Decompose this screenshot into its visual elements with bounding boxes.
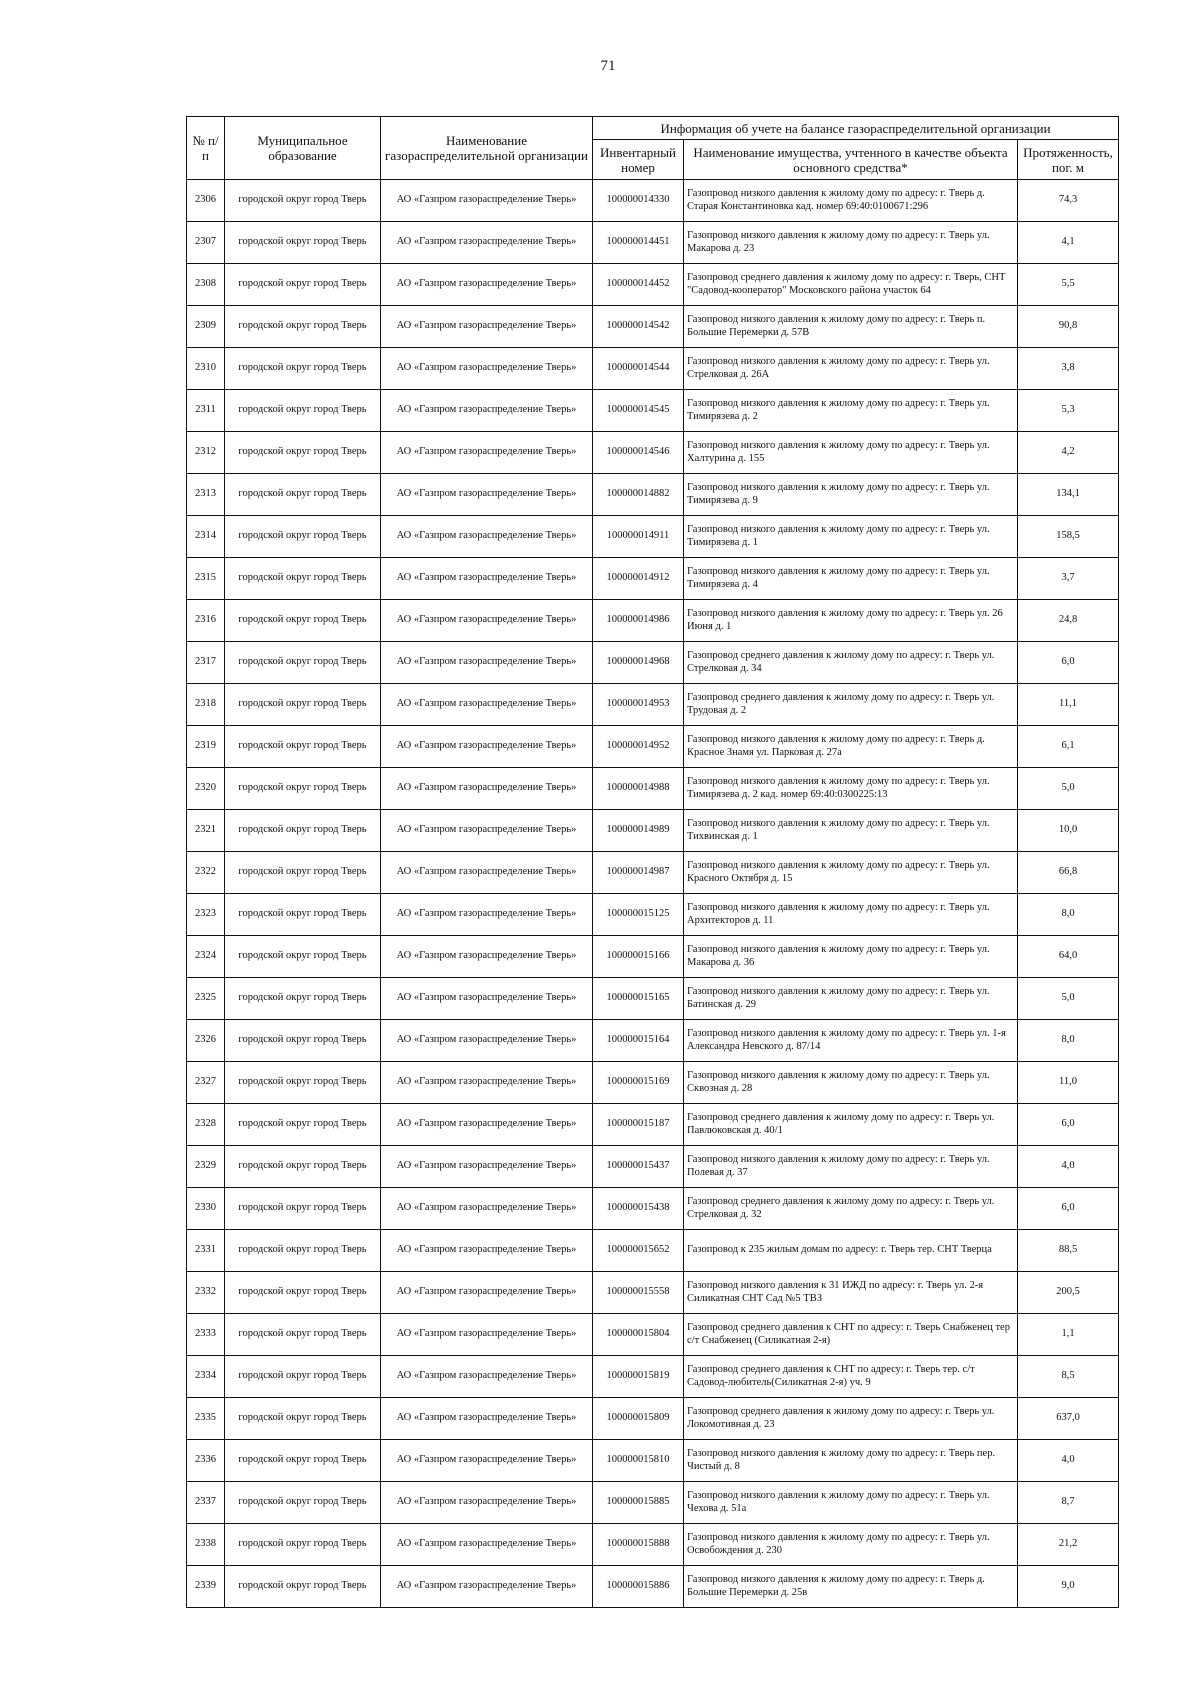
row-inventory-number: 100000014912 bbox=[593, 558, 684, 600]
row-length: 66,8 bbox=[1018, 852, 1119, 894]
table-row bbox=[187, 684, 1119, 726]
row-organization: АО «Газпром газораспределение Тверь» bbox=[381, 264, 593, 306]
row-length: 3,7 bbox=[1018, 558, 1119, 600]
row-inventory-number: 100000014953 bbox=[593, 684, 684, 726]
row-property-name: Газопровод низкого давления к жилому дому по адресу: г. Тверь д. Большие Перемерки д. 25в bbox=[684, 1566, 1018, 1608]
row-municipality: городской округ город Тверь bbox=[225, 1524, 381, 1566]
row-property-name: Газопровод низкого давления к жилому дому по адресу: г. Тверь ул. Тимирязева д. 4 bbox=[684, 558, 1018, 600]
header-length: Протяженность, пог. м bbox=[1018, 140, 1119, 180]
row-organization: АО «Газпром газораспределение Тверь» bbox=[381, 852, 593, 894]
row-organization: АО «Газпром газораспределение Тверь» bbox=[381, 1104, 593, 1146]
row-municipality: городской округ город Тверь bbox=[225, 306, 381, 348]
table-row bbox=[187, 936, 1119, 978]
header-municipality: Муниципальное образование bbox=[225, 117, 381, 180]
table-header bbox=[187, 117, 1119, 180]
row-municipality: городской округ город Тверь bbox=[225, 1314, 381, 1356]
row-number: 2319 bbox=[187, 726, 225, 768]
row-property-name: Газопровод низкого давления к жилому дому по адресу: г. Тверь ул. Тимирязева д. 9 bbox=[684, 474, 1018, 516]
row-organization: АО «Газпром газораспределение Тверь» bbox=[381, 1188, 593, 1230]
table-row bbox=[187, 1020, 1119, 1062]
row-length: 637,0 bbox=[1018, 1398, 1119, 1440]
row-inventory-number: 100000015809 bbox=[593, 1398, 684, 1440]
row-municipality: городской округ город Тверь bbox=[225, 978, 381, 1020]
row-organization: АО «Газпром газораспределение Тверь» bbox=[381, 1398, 593, 1440]
row-municipality: городской округ город Тверь bbox=[225, 1104, 381, 1146]
table-row bbox=[187, 1146, 1119, 1188]
row-number: 2326 bbox=[187, 1020, 225, 1062]
row-length: 88,5 bbox=[1018, 1230, 1119, 1272]
row-inventory-number: 100000014882 bbox=[593, 474, 684, 516]
row-number: 2331 bbox=[187, 1230, 225, 1272]
row-length: 4,1 bbox=[1018, 222, 1119, 264]
row-inventory-number: 100000014542 bbox=[593, 306, 684, 348]
row-length: 8,0 bbox=[1018, 1020, 1119, 1062]
row-inventory-number: 100000015165 bbox=[593, 978, 684, 1020]
row-number: 2339 bbox=[187, 1566, 225, 1608]
table-row bbox=[187, 1524, 1119, 1566]
row-property-name: Газопровод низкого давления к жилому дому по адресу: г. Тверь пер. Чистый д. 8 bbox=[684, 1440, 1018, 1482]
row-property-name: Газопровод низкого давления к жилому дому по адресу: г. Тверь ул. Макарова д. 23 bbox=[684, 222, 1018, 264]
row-inventory-number: 100000014546 bbox=[593, 432, 684, 474]
row-organization: АО «Газпром газораспределение Тверь» bbox=[381, 390, 593, 432]
row-inventory-number: 100000014330 bbox=[593, 180, 684, 222]
row-municipality: городской округ город Тверь bbox=[225, 264, 381, 306]
row-property-name: Газопровод среднего давления к СНТ по адресу: г. Тверь Снабженец тер с/т Снабженец (Силикатная 2-я) bbox=[684, 1314, 1018, 1356]
row-municipality: городской округ город Тверь bbox=[225, 432, 381, 474]
row-length: 21,2 bbox=[1018, 1524, 1119, 1566]
row-municipality: городской округ город Тверь bbox=[225, 726, 381, 768]
row-municipality: городской округ город Тверь bbox=[225, 1356, 381, 1398]
row-property-name: Газопровод низкого давления к жилому дому по адресу: г. Тверь ул. Архитекторов д. 11 bbox=[684, 894, 1018, 936]
row-municipality: городской округ город Тверь bbox=[225, 1398, 381, 1440]
table-row bbox=[187, 348, 1119, 390]
row-number: 2328 bbox=[187, 1104, 225, 1146]
row-municipality: городской округ город Тверь bbox=[225, 810, 381, 852]
row-organization: АО «Газпром газораспределение Тверь» bbox=[381, 180, 593, 222]
table-row bbox=[187, 264, 1119, 306]
row-property-name: Газопровод среднего давления к СНТ по адресу: г. Тверь тер. с/т Садовод-любитель(Силикатная 2-я) уч. 9 bbox=[684, 1356, 1018, 1398]
row-property-name: Газопровод низкого давления к жилому дому по адресу: г. Тверь ул. Стрелковая д. 26А bbox=[684, 348, 1018, 390]
row-property-name: Газопровод низкого давления к жилому дому по адресу: г. Тверь ул. Тимирязева д. 2 bbox=[684, 390, 1018, 432]
row-length: 200,5 bbox=[1018, 1272, 1119, 1314]
row-municipality: городской округ город Тверь bbox=[225, 180, 381, 222]
row-organization: АО «Газпром газораспределение Тверь» bbox=[381, 432, 593, 474]
row-property-name: Газопровод низкого давления к жилому дому по адресу: г. Тверь ул. Тихвинская д. 1 bbox=[684, 810, 1018, 852]
row-inventory-number: 100000015810 bbox=[593, 1440, 684, 1482]
row-property-name: Газопровод среднего давления к жилому дому по адресу: г. Тверь ул. Локомотивная д. 23 bbox=[684, 1398, 1018, 1440]
table-row bbox=[187, 432, 1119, 474]
row-length: 6,0 bbox=[1018, 642, 1119, 684]
page-number: 71 bbox=[600, 58, 616, 74]
row-organization: АО «Газпром газораспределение Тверь» bbox=[381, 894, 593, 936]
row-inventory-number: 100000015438 bbox=[593, 1188, 684, 1230]
row-inventory-number: 100000014968 bbox=[593, 642, 684, 684]
row-organization: АО «Газпром газораспределение Тверь» bbox=[381, 474, 593, 516]
row-length: 9,0 bbox=[1018, 1566, 1119, 1608]
row-length: 8,7 bbox=[1018, 1482, 1119, 1524]
row-property-name: Газопровод низкого давления к жилому дому по адресу: г. Тверь ул. 26 Июня д. 1 bbox=[684, 600, 1018, 642]
row-property-name: Газопровод низкого давления к жилому дому по адресу: г. Тверь п. Большие Перемерки д. 57В bbox=[684, 306, 1018, 348]
row-length: 6,0 bbox=[1018, 1188, 1119, 1230]
row-municipality: городской округ город Тверь bbox=[225, 852, 381, 894]
row-municipality: городской округ город Тверь bbox=[225, 642, 381, 684]
row-number: 2317 bbox=[187, 642, 225, 684]
row-length: 3,8 bbox=[1018, 348, 1119, 390]
row-municipality: городской округ город Тверь bbox=[225, 516, 381, 558]
row-length: 74,3 bbox=[1018, 180, 1119, 222]
row-municipality: городской округ город Тверь bbox=[225, 390, 381, 432]
row-property-name: Газопровод среднего давления к жилому дому по адресу: г. Тверь ул. Павлюковская д. 40/1 bbox=[684, 1104, 1018, 1146]
row-property-name: Газопровод среднего давления к жилому дому по адресу: г. Тверь ул. Стрелковая д. 34 bbox=[684, 642, 1018, 684]
row-inventory-number: 100000015652 bbox=[593, 1230, 684, 1272]
row-municipality: городской округ город Тверь bbox=[225, 558, 381, 600]
row-length: 11,1 bbox=[1018, 684, 1119, 726]
row-number: 2338 bbox=[187, 1524, 225, 1566]
row-property-name: Газопровод низкого давления к жилому дому по адресу: г. Тверь ул. 1-я Александра Невского д. 87/14 bbox=[684, 1020, 1018, 1062]
row-length: 24,8 bbox=[1018, 600, 1119, 642]
row-number: 2308 bbox=[187, 264, 225, 306]
table-row bbox=[187, 642, 1119, 684]
table-row bbox=[187, 600, 1119, 642]
row-number: 2310 bbox=[187, 348, 225, 390]
row-property-name: Газопровод низкого давления к жилому дому по адресу: г. Тверь д. Красное Знамя ул. Парковая д. 27а bbox=[684, 726, 1018, 768]
row-property-name: Газопровод низкого давления к 31 ИЖД по адресу: г. Тверь ул. 2-я Силикатная СНТ Сад №5 ТВЗ bbox=[684, 1272, 1018, 1314]
table-row bbox=[187, 978, 1119, 1020]
row-inventory-number: 100000015125 bbox=[593, 894, 684, 936]
row-number: 2334 bbox=[187, 1356, 225, 1398]
header-inventory: Инвентарный номер bbox=[593, 140, 684, 180]
row-organization: АО «Газпром газораспределение Тверь» bbox=[381, 600, 593, 642]
row-inventory-number: 100000015169 bbox=[593, 1062, 684, 1104]
row-property-name: Газопровод низкого давления к жилому дому по адресу: г. Тверь ул. Халтурина д. 155 bbox=[684, 432, 1018, 474]
row-organization: АО «Газпром газораспределение Тверь» bbox=[381, 558, 593, 600]
row-number: 2318 bbox=[187, 684, 225, 726]
row-number: 2311 bbox=[187, 390, 225, 432]
table-row bbox=[187, 474, 1119, 516]
row-length: 90,8 bbox=[1018, 306, 1119, 348]
row-length: 5,3 bbox=[1018, 390, 1119, 432]
row-property-name: Газопровод низкого давления к жилому дому по адресу: г. Тверь д. Старая Константиновка кад. номер 69:40:0100671:296 bbox=[684, 180, 1018, 222]
row-length: 5,0 bbox=[1018, 768, 1119, 810]
row-property-name: Газопровод низкого давления к жилому дому по адресу: г. Тверь ул. Освобождения д. 230 bbox=[684, 1524, 1018, 1566]
row-property-name: Газопровод низкого давления к жилому дому по адресу: г. Тверь ул. Сквозная д. 28 bbox=[684, 1062, 1018, 1104]
row-property-name: Газопровод низкого давления к жилому дому по адресу: г. Тверь ул. Тимирязева д. 2 кад. номер 69:40:0300225:13 bbox=[684, 768, 1018, 810]
table-row bbox=[187, 306, 1119, 348]
row-inventory-number: 100000014987 bbox=[593, 852, 684, 894]
table-row bbox=[187, 1440, 1119, 1482]
row-number: 2306 bbox=[187, 180, 225, 222]
row-length: 6,1 bbox=[1018, 726, 1119, 768]
row-length: 10,0 bbox=[1018, 810, 1119, 852]
row-number: 2330 bbox=[187, 1188, 225, 1230]
gas-pipeline-register-table bbox=[186, 116, 1119, 1608]
row-property-name: Газопровод низкого давления к жилому дому по адресу: г. Тверь ул. Красного Октября д. 15 bbox=[684, 852, 1018, 894]
row-number: 2315 bbox=[187, 558, 225, 600]
row-property-name: Газопровод низкого давления к жилому дому по адресу: г. Тверь ул. Батинская д. 29 bbox=[684, 978, 1018, 1020]
row-inventory-number: 100000014452 bbox=[593, 264, 684, 306]
row-organization: АО «Газпром газораспределение Тверь» bbox=[381, 810, 593, 852]
table-row bbox=[187, 1230, 1119, 1272]
table-row bbox=[187, 726, 1119, 768]
row-number: 2332 bbox=[187, 1272, 225, 1314]
row-inventory-number: 100000014544 bbox=[593, 348, 684, 390]
row-organization: АО «Газпром газораспределение Тверь» bbox=[381, 1146, 593, 1188]
row-municipality: городской округ город Тверь bbox=[225, 222, 381, 264]
row-municipality: городской округ город Тверь bbox=[225, 1230, 381, 1272]
row-number: 2313 bbox=[187, 474, 225, 516]
row-organization: АО «Газпром газораспределение Тверь» bbox=[381, 936, 593, 978]
row-number: 2314 bbox=[187, 516, 225, 558]
row-organization: АО «Газпром газораспределение Тверь» bbox=[381, 684, 593, 726]
table-row bbox=[187, 1188, 1119, 1230]
row-inventory-number: 100000015558 bbox=[593, 1272, 684, 1314]
row-property-name: Газопровод среднего давления к жилому дому по адресу: г. Тверь ул. Трудовая д. 2 bbox=[684, 684, 1018, 726]
row-property-name: Газопровод среднего давления к жилому дому по адресу: г. Тверь, СНТ "Садовод-кооператор" Московского района участок 64 bbox=[684, 264, 1018, 306]
row-inventory-number: 100000014451 bbox=[593, 222, 684, 264]
table-row bbox=[187, 1398, 1119, 1440]
row-length: 8,0 bbox=[1018, 894, 1119, 936]
row-length: 158,5 bbox=[1018, 516, 1119, 558]
header-organization: Наименование газораспределительной организации bbox=[381, 117, 593, 180]
row-organization: АО «Газпром газораспределение Тверь» bbox=[381, 1314, 593, 1356]
row-number: 2309 bbox=[187, 306, 225, 348]
row-length: 64,0 bbox=[1018, 936, 1119, 978]
row-organization: АО «Газпром газораспределение Тверь» bbox=[381, 978, 593, 1020]
row-length: 1,1 bbox=[1018, 1314, 1119, 1356]
row-municipality: городской округ город Тверь bbox=[225, 600, 381, 642]
row-municipality: городской округ город Тверь bbox=[225, 474, 381, 516]
row-number: 2337 bbox=[187, 1482, 225, 1524]
row-number: 2320 bbox=[187, 768, 225, 810]
row-organization: АО «Газпром газораспределение Тверь» bbox=[381, 1566, 593, 1608]
row-organization: АО «Газпром газораспределение Тверь» bbox=[381, 1356, 593, 1398]
header-balance-info: Информация об учете на балансе газораспределительной организации bbox=[593, 117, 1119, 140]
row-municipality: городской округ город Тверь bbox=[225, 1020, 381, 1062]
row-organization: АО «Газпром газораспределение Тверь» bbox=[381, 1440, 593, 1482]
row-municipality: городской округ город Тверь bbox=[225, 894, 381, 936]
row-municipality: городской округ город Тверь bbox=[225, 684, 381, 726]
row-organization: АО «Газпром газораспределение Тверь» bbox=[381, 1230, 593, 1272]
table-row bbox=[187, 1062, 1119, 1104]
row-inventory-number: 100000015804 bbox=[593, 1314, 684, 1356]
header-property: Наименование имущества, учтенного в качестве объекта основного средства* bbox=[684, 140, 1018, 180]
row-length: 4,0 bbox=[1018, 1440, 1119, 1482]
table-row bbox=[187, 768, 1119, 810]
row-municipality: городской округ город Тверь bbox=[225, 1566, 381, 1608]
row-organization: АО «Газпром газораспределение Тверь» bbox=[381, 306, 593, 348]
row-municipality: городской округ город Тверь bbox=[225, 1146, 381, 1188]
row-number: 2327 bbox=[187, 1062, 225, 1104]
row-length: 5,0 bbox=[1018, 978, 1119, 1020]
row-municipality: городской округ город Тверь bbox=[225, 936, 381, 978]
row-inventory-number: 100000015164 bbox=[593, 1020, 684, 1062]
table-body bbox=[187, 180, 1119, 1608]
row-number: 2323 bbox=[187, 894, 225, 936]
row-number: 2333 bbox=[187, 1314, 225, 1356]
table-row bbox=[187, 1272, 1119, 1314]
header-num: № п/п bbox=[187, 117, 225, 180]
row-organization: АО «Газпром газораспределение Тверь» bbox=[381, 768, 593, 810]
table-row bbox=[187, 1104, 1119, 1146]
row-property-name: Газопровод низкого давления к жилому дому по адресу: г. Тверь ул. Полевая д. 37 bbox=[684, 1146, 1018, 1188]
row-municipality: городской округ город Тверь bbox=[225, 1062, 381, 1104]
row-property-name: Газопровод к 235 жилым домам по адресу: г. Тверь тер. СНТ Тверца bbox=[684, 1230, 1018, 1272]
row-inventory-number: 100000015187 bbox=[593, 1104, 684, 1146]
row-length: 4,0 bbox=[1018, 1146, 1119, 1188]
row-inventory-number: 100000015166 bbox=[593, 936, 684, 978]
row-number: 2307 bbox=[187, 222, 225, 264]
table-row bbox=[187, 1482, 1119, 1524]
row-number: 2321 bbox=[187, 810, 225, 852]
table-row bbox=[187, 1356, 1119, 1398]
row-municipality: городской округ город Тверь bbox=[225, 768, 381, 810]
row-length: 6,0 bbox=[1018, 1104, 1119, 1146]
row-length: 11,0 bbox=[1018, 1062, 1119, 1104]
row-organization: АО «Газпром газораспределение Тверь» bbox=[381, 726, 593, 768]
row-length: 134,1 bbox=[1018, 474, 1119, 516]
row-organization: АО «Газпром газораспределение Тверь» bbox=[381, 348, 593, 390]
row-inventory-number: 100000014952 bbox=[593, 726, 684, 768]
row-number: 2312 bbox=[187, 432, 225, 474]
row-inventory-number: 100000014545 bbox=[593, 390, 684, 432]
row-number: 2316 bbox=[187, 600, 225, 642]
row-organization: АО «Газпром газораспределение Тверь» bbox=[381, 1062, 593, 1104]
table-row bbox=[187, 894, 1119, 936]
row-inventory-number: 100000014911 bbox=[593, 516, 684, 558]
row-inventory-number: 100000014988 bbox=[593, 768, 684, 810]
row-inventory-number: 100000014989 bbox=[593, 810, 684, 852]
table-row bbox=[187, 516, 1119, 558]
table-row bbox=[187, 1314, 1119, 1356]
row-number: 2325 bbox=[187, 978, 225, 1020]
table-row bbox=[187, 180, 1119, 222]
row-municipality: городской округ город Тверь bbox=[225, 1188, 381, 1230]
table-row bbox=[187, 558, 1119, 600]
row-municipality: городской округ город Тверь bbox=[225, 1272, 381, 1314]
row-municipality: городской округ город Тверь bbox=[225, 1482, 381, 1524]
row-property-name: Газопровод низкого давления к жилому дому по адресу: г. Тверь ул. Тимирязева д. 1 bbox=[684, 516, 1018, 558]
row-inventory-number: 100000014986 bbox=[593, 600, 684, 642]
row-inventory-number: 100000015819 bbox=[593, 1356, 684, 1398]
table-row bbox=[187, 1566, 1119, 1608]
row-length: 8,5 bbox=[1018, 1356, 1119, 1398]
row-inventory-number: 100000015888 bbox=[593, 1524, 684, 1566]
row-number: 2322 bbox=[187, 852, 225, 894]
row-inventory-number: 100000015886 bbox=[593, 1566, 684, 1608]
row-number: 2329 bbox=[187, 1146, 225, 1188]
row-organization: АО «Газпром газораспределение Тверь» bbox=[381, 642, 593, 684]
row-inventory-number: 100000015885 bbox=[593, 1482, 684, 1524]
row-property-name: Газопровод низкого давления к жилому дому по адресу: г. Тверь ул. Чехова д. 51а bbox=[684, 1482, 1018, 1524]
row-number: 2336 bbox=[187, 1440, 225, 1482]
row-organization: АО «Газпром газораспределение Тверь» bbox=[381, 516, 593, 558]
row-property-name: Газопровод низкого давления к жилому дому по адресу: г. Тверь ул. Макарова д. 36 bbox=[684, 936, 1018, 978]
row-number: 2335 bbox=[187, 1398, 225, 1440]
row-organization: АО «Газпром газораспределение Тверь» bbox=[381, 222, 593, 264]
row-municipality: городской округ город Тверь bbox=[225, 348, 381, 390]
row-inventory-number: 100000015437 bbox=[593, 1146, 684, 1188]
table-row bbox=[187, 810, 1119, 852]
row-organization: АО «Газпром газораспределение Тверь» bbox=[381, 1272, 593, 1314]
table-row bbox=[187, 852, 1119, 894]
table-row bbox=[187, 390, 1119, 432]
row-municipality: городской округ город Тверь bbox=[225, 1440, 381, 1482]
row-number: 2324 bbox=[187, 936, 225, 978]
row-organization: АО «Газпром газораспределение Тверь» bbox=[381, 1482, 593, 1524]
row-length: 4,2 bbox=[1018, 432, 1119, 474]
row-organization: АО «Газпром газораспределение Тверь» bbox=[381, 1020, 593, 1062]
row-property-name: Газопровод среднего давления к жилому дому по адресу: г. Тверь ул. Стрелковая д. 32 bbox=[684, 1188, 1018, 1230]
table-row bbox=[187, 222, 1119, 264]
row-organization: АО «Газпром газораспределение Тверь» bbox=[381, 1524, 593, 1566]
row-length: 5,5 bbox=[1018, 264, 1119, 306]
